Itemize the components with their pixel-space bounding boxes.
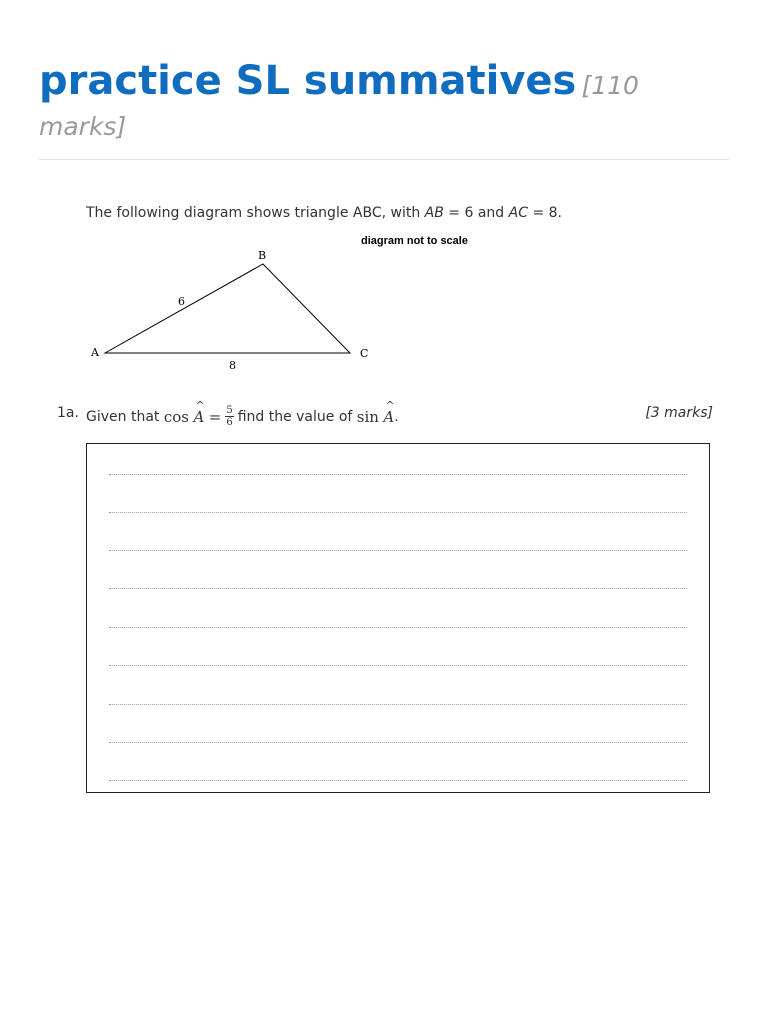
answer-box[interactable]	[86, 443, 710, 793]
intro-text-mid: = 6 and	[443, 205, 509, 221]
title-divider	[39, 159, 729, 160]
intro-text-end: = 8.	[528, 205, 562, 221]
answer-line	[109, 742, 687, 743]
angle-a-hat-2: ^ A	[383, 408, 394, 426]
cos-symbol: cos	[163, 407, 189, 426]
fraction-numerator: 5	[226, 405, 233, 416]
title-block	[39, 58, 729, 149]
triangle-abc	[105, 264, 350, 353]
vertex-label-c: C	[360, 347, 369, 360]
answer-line	[109, 627, 687, 628]
fraction-denominator: 6	[226, 417, 233, 428]
question-number: 1a.	[57, 405, 79, 421]
answer-line	[109, 550, 687, 551]
equals-sign: =	[208, 407, 222, 426]
answer-line	[109, 704, 687, 705]
side-label-ab: 6	[178, 295, 185, 308]
angle-a-hat: ^ A	[193, 408, 204, 426]
answer-line	[109, 780, 687, 781]
vertex-label-b: B	[258, 249, 267, 262]
sin-symbol: sin	[356, 407, 379, 426]
total-marks: [110 marks]	[39, 71, 639, 141]
intro-ab: AB	[424, 205, 444, 221]
page-title: practice SL summatives	[39, 58, 577, 104]
question-text-start: Given that	[86, 408, 160, 425]
question-intro	[86, 205, 562, 221]
diagram-note: diagram not to scale	[361, 235, 468, 247]
fraction	[225, 405, 233, 428]
question-period: .	[394, 408, 399, 425]
vertex-label-a: A	[91, 346, 99, 359]
question-text	[86, 405, 399, 428]
side-label-ac: 8	[229, 359, 236, 372]
intro-text-start: The following diagram shows triangle ABC, with	[86, 205, 425, 221]
answer-line	[109, 512, 687, 513]
intro-ac: AC	[508, 205, 528, 221]
question-text-mid: find the value of	[237, 408, 353, 425]
answer-line	[109, 588, 687, 589]
triangle-diagram	[80, 228, 510, 378]
question-marks: [3 marks]	[645, 405, 713, 421]
answer-line	[109, 474, 687, 475]
answer-line	[109, 665, 687, 666]
